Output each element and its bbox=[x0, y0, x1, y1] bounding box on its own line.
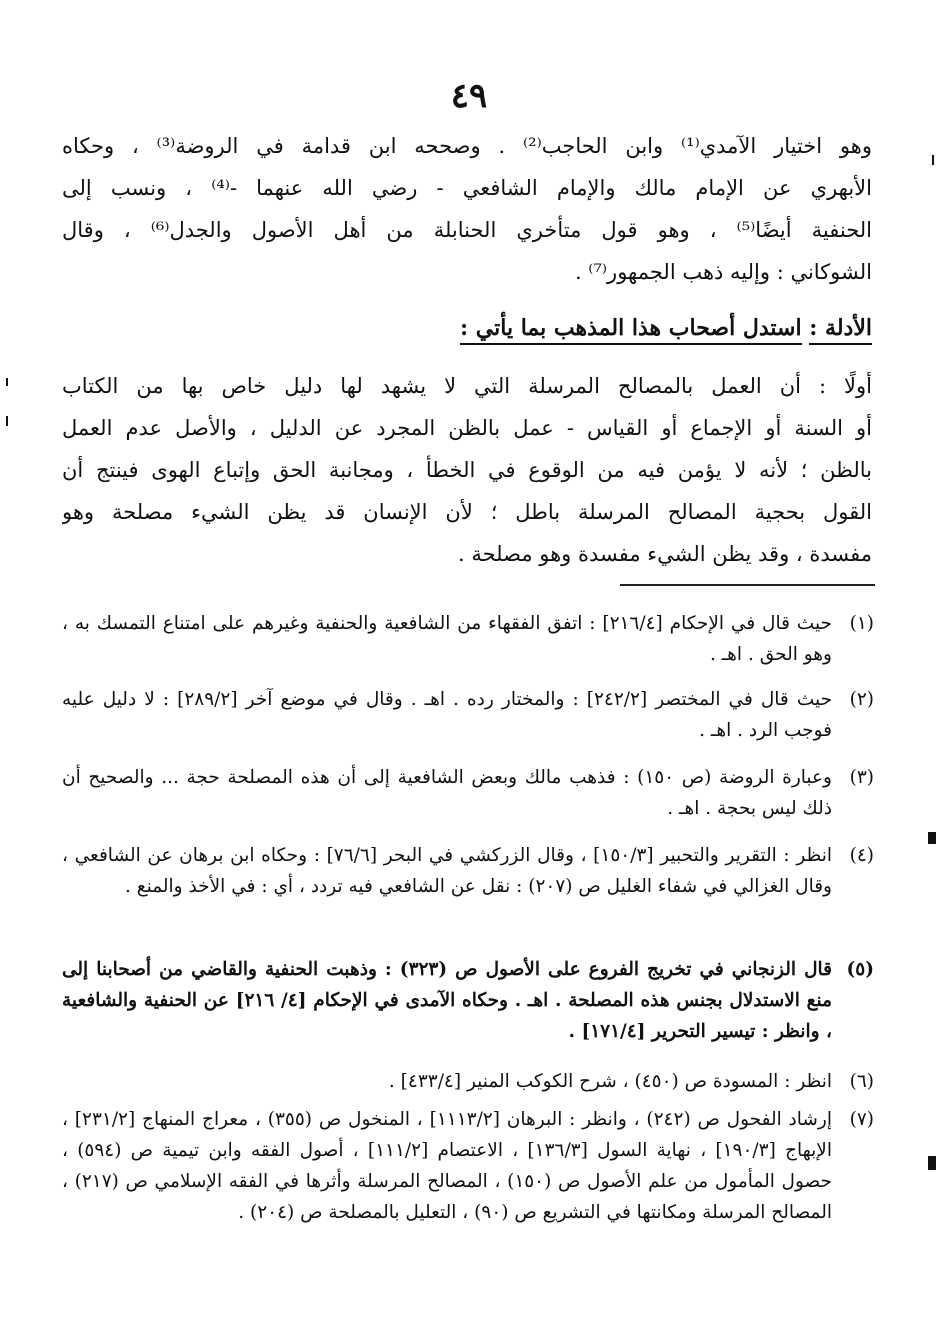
paragraph2-line-1: أولًا : أن العمل بالمصالح المرسلة التي لا يشهد لها دليل خاص بها من الكتاب bbox=[62, 374, 872, 398]
footnote-separator bbox=[620, 584, 875, 586]
scan-mark bbox=[928, 832, 936, 844]
footnote-number: (٥) bbox=[846, 959, 874, 980]
scan-mark bbox=[6, 378, 8, 386]
footnote-number: (٦) bbox=[849, 1071, 874, 1092]
footnote-number: (٧) bbox=[849, 1109, 874, 1130]
footnote-6 bbox=[62, 1066, 874, 1097]
scan-mark bbox=[928, 1156, 936, 1170]
paragraph2-line-2: أو السنة أو الإجماع أو القياس - عمل بالظن المجرد عن الدليل ، والأصل عدم العمل bbox=[62, 416, 872, 440]
paragraph1-line-1: وهو اختيار الآمدي⁽¹⁾ وابن الحاجب⁽²⁾ . وصححه ابن قدامة في الروضة⁽³⁾ ، وحكاه bbox=[62, 134, 872, 158]
footnote-text: إرشاد الفحول ص (٢٤٢) ، وانظر : البرهان [١١١٣/٢] ، المنخول ص (٣٥٥) ، معراج المنهاج [٢٣١/٢] ، الإبهاج [١٩٠/٣] ، نهاية السول [١٣٦/٣] ، الاعتصام [١١١/٢] ، أصول الفقه وابن تيمية ص (٥٩٤) ، حصول المأمول من علم الأصول ص (١٥٠) ، المصالح المرسلة وأثرها في الفقه الإسلامي ص (٢١٧) ، المصالح المرسلة ومكانتها في التشريع ص (٩٠) ، التعليل بالمصلحة ص (٢٠٤) . bbox=[62, 1109, 832, 1223]
footnote-number: (١) bbox=[849, 613, 874, 634]
page-number: ٤٩ bbox=[450, 76, 488, 116]
paragraph2-line-5: مفسدة ، وقد يظن الشيء مفسدة وهو مصلحة . bbox=[457, 542, 872, 566]
footnote-text: وعبارة الروضة (ص ١٥٠) : فذهب مالك وبعض الشافعية إلى أن هذه المصلحة حجة ... والصحيح أن ذلك ليس بحجة . اهـ . bbox=[62, 767, 832, 819]
paragraph2-line-4: القول بحجية المصالح المرسلة باطل ؛ لأن الإنسان قد يظن الشيء مصلحة وهو bbox=[62, 500, 872, 524]
paragraph1-line-4: الشوكاني : وإليه ذهب الجمهور⁽⁷⁾ . bbox=[574, 260, 872, 284]
footnote-number: (٢) bbox=[849, 689, 874, 710]
footnote-text: حيث قال في المختصر [٢٤٢/٢] : والمختار رده . اهـ . وقال في موضع آخر [٢٨٩/٢] : لا دليل عليه فوجب الرد . اهـ . bbox=[62, 689, 832, 741]
section-heading bbox=[62, 308, 872, 348]
footnote-text: انظر : المسودة ص (٤٥٠) ، شرح الكوكب المنير [٤٣٣/٤] . bbox=[388, 1071, 832, 1092]
footnote-number: (٤) bbox=[849, 845, 874, 866]
footnote-4 bbox=[62, 840, 874, 902]
footnote-3 bbox=[62, 762, 874, 824]
footnote-2 bbox=[62, 684, 874, 746]
paragraph1-line-2: الأبهري عن الإمام مالك والإمام الشافعي - رضي الله عنهما -⁽⁴⁾ ، ونسب إلى bbox=[62, 176, 872, 200]
footnote-text: قال الزنجاني في تخريج الفروع على الأصول ص (٣٢٣) : وذهبت الحنفية والقاضي من أصحابنا إلى منع الاستدلال بجنس هذه المصلحة . اهـ . وحكاه الآمدى في الإحكام [٤/ ٢١٦] عن الحنفية والشافعية ، وانظر : تيسير التحرير [١٧١/٤] . bbox=[62, 959, 833, 1042]
scan-mark bbox=[6, 416, 8, 426]
footnote-text: حيث قال في الإحكام [٢١٦/٤] : اتفق الفقهاء من الشافعية والحنفية وغيرهم على امتناع التمسك به ، وهو الحق . اهـ . bbox=[62, 613, 832, 665]
footnote-number: (٣) bbox=[849, 767, 874, 788]
heading-lead: الأدلة : bbox=[809, 315, 872, 345]
footnote-1 bbox=[62, 608, 874, 670]
footnote-5 bbox=[62, 954, 874, 1047]
paragraph2-line-3: بالظن ؛ لأنه لا يؤمن فيه من الوقوع في الخطأ ، ومجانبة الحق وإتباع الهوى فينتج أن bbox=[62, 458, 872, 482]
footnote-7 bbox=[62, 1104, 874, 1228]
paragraph1-line-3: الحنفية أيضًا⁽⁵⁾ ، وهو قول متأخري الحنابلة من أهل الأصول والجدل⁽⁶⁾ ، وقال bbox=[62, 218, 872, 242]
heading-rest: استدل أصحاب هذا المذهب بما يأتي : bbox=[460, 315, 802, 345]
scan-mark bbox=[932, 155, 934, 165]
footnote-text: انظر : التقرير والتحبير [١٥٠/٣] ، وقال الزركشي في البحر [٧٦/٦] : وحكاه ابن برهان عن الشافعي ، وقال الغزالي في شفاء الغليل ص (٢٠٧) : نقل عن الشافعي فيه تردد ، أي : في الأخذ والمنع . bbox=[62, 845, 832, 897]
